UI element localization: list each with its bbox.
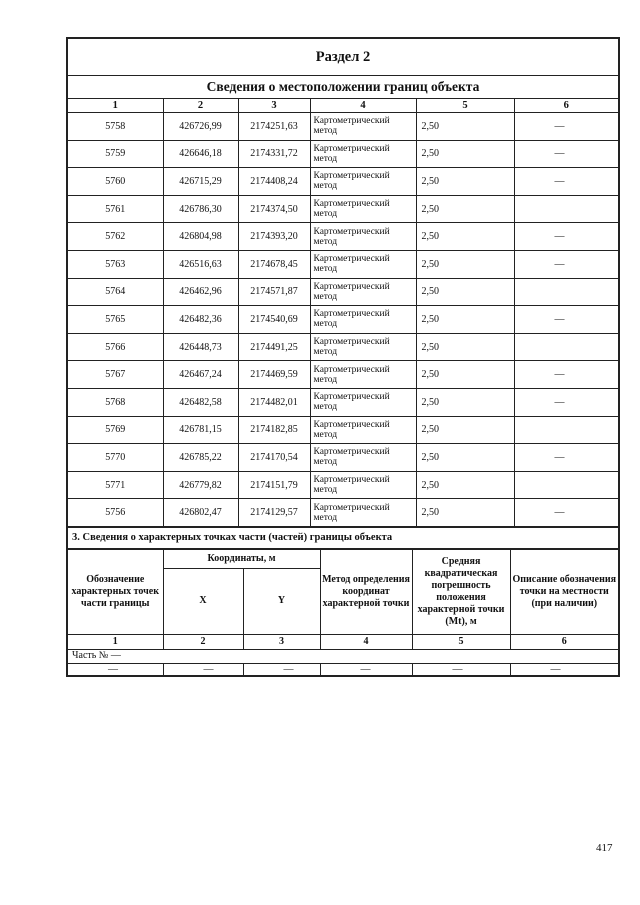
accuracy: 2,50 bbox=[416, 195, 514, 223]
table-row bbox=[68, 361, 618, 389]
x-coordinate: 426786,30 bbox=[163, 195, 238, 223]
y-coordinate: 2174571,87 bbox=[238, 278, 310, 306]
header-description: Описание обозначения точки на местности (при наличии) bbox=[510, 549, 618, 634]
x-coordinate: 426785,22 bbox=[163, 444, 238, 472]
table-row bbox=[68, 444, 618, 472]
section3-title: 3. Сведения о характерных точках части (частей) границы объекта bbox=[68, 527, 618, 549]
table-row bbox=[68, 195, 618, 223]
document-frame bbox=[66, 37, 620, 677]
page-number: 417 bbox=[596, 842, 613, 854]
col-number: 1 bbox=[68, 634, 163, 649]
x-coordinate: 426448,73 bbox=[163, 333, 238, 361]
method: Картометрический метод bbox=[310, 306, 416, 334]
empty-cell: — bbox=[243, 663, 320, 677]
x-coordinate: 426646,18 bbox=[163, 140, 238, 168]
col-number: 5 bbox=[416, 99, 514, 113]
description bbox=[514, 471, 618, 499]
x-coordinate: 426804,98 bbox=[163, 223, 238, 251]
description: — bbox=[514, 388, 618, 416]
accuracy: 2,50 bbox=[416, 113, 514, 141]
y-coordinate: 2174129,57 bbox=[238, 499, 310, 527]
table-row bbox=[68, 278, 618, 306]
col-number: 4 bbox=[320, 634, 412, 649]
x-coordinate: 426462,96 bbox=[163, 278, 238, 306]
description: — bbox=[514, 444, 618, 472]
point-number: 5762 bbox=[68, 223, 163, 251]
y-coordinate: 2174151,79 bbox=[238, 471, 310, 499]
col-number: 5 bbox=[412, 634, 510, 649]
accuracy: 2,50 bbox=[416, 333, 514, 361]
table-row bbox=[68, 250, 618, 278]
x-coordinate: 426482,36 bbox=[163, 306, 238, 334]
method: Картометрический метод bbox=[310, 471, 416, 499]
x-coordinate: 426467,24 bbox=[163, 361, 238, 389]
method: Картометрический метод bbox=[310, 250, 416, 278]
point-number: 5758 bbox=[68, 113, 163, 141]
method: Картометрический метод bbox=[310, 333, 416, 361]
accuracy: 2,50 bbox=[416, 361, 514, 389]
description bbox=[514, 278, 618, 306]
x-coordinate: 426482,58 bbox=[163, 388, 238, 416]
y-coordinate: 2174540,69 bbox=[238, 306, 310, 334]
table-row bbox=[68, 388, 618, 416]
x-coordinate: 426781,15 bbox=[163, 416, 238, 444]
t3-header-row-1 bbox=[68, 549, 618, 568]
x-coordinate: 426715,29 bbox=[163, 168, 238, 196]
accuracy: 2,50 bbox=[416, 250, 514, 278]
table-row bbox=[68, 333, 618, 361]
col-number: 4 bbox=[310, 99, 416, 113]
description: — bbox=[514, 140, 618, 168]
description: — bbox=[514, 223, 618, 251]
method: Картометрический метод bbox=[310, 499, 416, 527]
header-method: Метод определения координат характерной точки bbox=[320, 549, 412, 634]
description: — bbox=[514, 113, 618, 141]
description: — bbox=[514, 361, 618, 389]
method: Картометрический метод bbox=[310, 140, 416, 168]
accuracy: 2,50 bbox=[416, 168, 514, 196]
col-number: 3 bbox=[238, 99, 310, 113]
section-title: Раздел 2 bbox=[68, 39, 618, 76]
column-numbers-row bbox=[68, 99, 618, 113]
y-coordinate: 2174393,20 bbox=[238, 223, 310, 251]
y-coordinate: 2174170,54 bbox=[238, 444, 310, 472]
y-coordinate: 2174482,01 bbox=[238, 388, 310, 416]
point-number: 5761 bbox=[68, 195, 163, 223]
method: Картометрический метод bbox=[310, 223, 416, 251]
y-coordinate: 2174251,63 bbox=[238, 113, 310, 141]
point-number: 5765 bbox=[68, 306, 163, 334]
y-coordinate: 2174374,50 bbox=[238, 195, 310, 223]
accuracy: 2,50 bbox=[416, 499, 514, 527]
boundary-points-table bbox=[68, 99, 618, 527]
table-row bbox=[68, 306, 618, 334]
table-row bbox=[68, 416, 618, 444]
point-number: 5756 bbox=[68, 499, 163, 527]
part-label-row bbox=[68, 649, 618, 663]
empty-cell: — bbox=[68, 663, 163, 677]
accuracy: 2,50 bbox=[416, 388, 514, 416]
header-y: Y bbox=[243, 568, 320, 634]
part-label: Часть № — bbox=[68, 649, 618, 663]
point-number: 5768 bbox=[68, 388, 163, 416]
y-coordinate: 2174678,45 bbox=[238, 250, 310, 278]
accuracy: 2,50 bbox=[416, 306, 514, 334]
table-row bbox=[68, 113, 618, 141]
point-number: 5767 bbox=[68, 361, 163, 389]
table-row bbox=[68, 168, 618, 196]
col-number: 3 bbox=[243, 634, 320, 649]
t3-column-numbers-row bbox=[68, 634, 618, 649]
x-coordinate: 426726,99 bbox=[163, 113, 238, 141]
empty-cell: — bbox=[412, 663, 510, 677]
y-coordinate: 2174182,85 bbox=[238, 416, 310, 444]
accuracy: 2,50 bbox=[416, 444, 514, 472]
description: — bbox=[514, 168, 618, 196]
col-number: 2 bbox=[163, 99, 238, 113]
method: Картометрический метод bbox=[310, 168, 416, 196]
table-row bbox=[68, 140, 618, 168]
method: Картометрический метод bbox=[310, 388, 416, 416]
x-coordinate: 426779,82 bbox=[163, 471, 238, 499]
point-number: 5759 bbox=[68, 140, 163, 168]
method: Картометрический метод bbox=[310, 416, 416, 444]
y-coordinate: 2174469,59 bbox=[238, 361, 310, 389]
accuracy: 2,50 bbox=[416, 416, 514, 444]
accuracy: 2,50 bbox=[416, 471, 514, 499]
accuracy: 2,50 bbox=[416, 278, 514, 306]
header-designation: Обозначение характерных точек части границы bbox=[68, 549, 163, 634]
table-row bbox=[68, 471, 618, 499]
table-row bbox=[68, 499, 618, 527]
point-number: 5769 bbox=[68, 416, 163, 444]
y-coordinate: 2174331,72 bbox=[238, 140, 310, 168]
table-row bbox=[68, 223, 618, 251]
method: Картометрический метод bbox=[310, 361, 416, 389]
header-accuracy: Средняя квадратическая погрешность положения характерной точки (Mt), м bbox=[412, 549, 510, 634]
col-number: 2 bbox=[163, 634, 243, 649]
point-number: 5770 bbox=[68, 444, 163, 472]
method: Картометрический метод bbox=[310, 195, 416, 223]
header-x: X bbox=[163, 568, 243, 634]
method: Картометрический метод bbox=[310, 113, 416, 141]
empty-data-row bbox=[68, 663, 618, 677]
x-coordinate: 426516,63 bbox=[163, 250, 238, 278]
description: — bbox=[514, 250, 618, 278]
y-coordinate: 2174408,24 bbox=[238, 168, 310, 196]
description bbox=[514, 416, 618, 444]
point-number: 5764 bbox=[68, 278, 163, 306]
accuracy: 2,50 bbox=[416, 140, 514, 168]
description: — bbox=[514, 499, 618, 527]
empty-cell: — bbox=[510, 663, 618, 677]
header-coordinates: Координаты, м bbox=[163, 549, 320, 568]
col-number: 6 bbox=[514, 99, 618, 113]
col-number: 1 bbox=[68, 99, 163, 113]
point-number: 5771 bbox=[68, 471, 163, 499]
y-coordinate: 2174491,25 bbox=[238, 333, 310, 361]
subsection-title: Сведения о местоположении границ объекта bbox=[68, 76, 618, 99]
empty-cell: — bbox=[163, 663, 243, 677]
description bbox=[514, 195, 618, 223]
description: — bbox=[514, 306, 618, 334]
empty-cell: — bbox=[320, 663, 412, 677]
x-coordinate: 426802,47 bbox=[163, 499, 238, 527]
point-number: 5763 bbox=[68, 250, 163, 278]
part-points-table bbox=[68, 549, 618, 677]
point-number: 5760 bbox=[68, 168, 163, 196]
method: Картометрический метод bbox=[310, 444, 416, 472]
col-number: 6 bbox=[510, 634, 618, 649]
method: Картометрический метод bbox=[310, 278, 416, 306]
description bbox=[514, 333, 618, 361]
accuracy: 2,50 bbox=[416, 223, 514, 251]
point-number: 5766 bbox=[68, 333, 163, 361]
